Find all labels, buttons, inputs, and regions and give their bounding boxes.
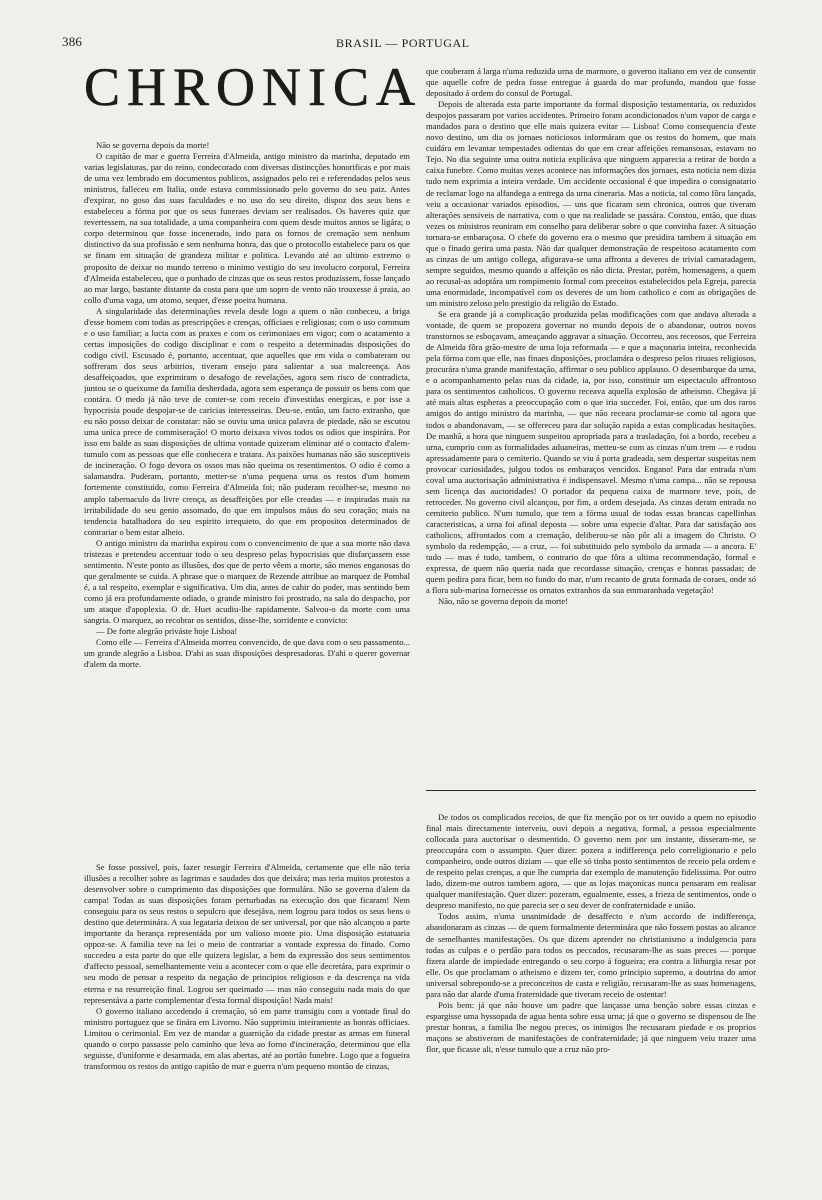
paragraph: O antigo ministro da marinha expirou com o convencimento de que a sua morte não dava tristezas e pretendeu accentuar todo o seu despreso pelas hypocrisias que disfarçassem esse sentimento. N'este ponto as illusões, dos que de perto vêem a morte, são menos enganosas do que geralmente se cuida. A phrase que o marquez de Rezende attribue ao marquez de Pombal é, a tal respeito, exemplar e significativa. Um dia, antes de cahir do poder, mas sentindo bem como já era profundamente odiado, o grande ministro foi prostrado, na sala do despacho, por um ataque d'apoplexia. O dr. Huet acudiu-lhe rapidamente. Salvou-o da morte com uma sangria. O marquez, ao recobrar os sentidos, disse-lhe, sorridente e convicto:: [84, 537, 410, 626]
paragraph: Depois de alterada esta parte importante da formal disposição testamentaria, os reduzidos despojos passaram por varios accidentes. Primeiro foram acondicionados n'um vapor de carga e mandados para o destino que elle mais quizera evitar — Lisboa! Como consequencia d'este novo destino, um dia os jornaes noticiosos informáram que os restos do homem, que mais cuidára em levantar tempestades odientas do que em crear affeições remansosas, estavam no Tejo. No dia seguinte uma outra noticia explicáva que ninguem apparecia a retirar de bordo a caixa funebre. Como muitas vezes acontece nas informações dos jornaes, esta noticia nem dizia tudo nem exprimia a inteira verdade. Um accidente occasional é que impedira o consignatario de reclamar logo na alfandega a entrega da urna cineraria. Mas a noticia, tal como fôra lançada, veiu a occasionar variados episodios, — uns que ficaram sem chronica, outros que tiveram alterações sensiveis de narrativa, com o que na realidade se passára. Constou, então, que duas vezes os ministros reuniram em conselho para deliberar sobre o que convinha fazer. A situação tornara-se embaraçosa. O chefe do governo era o mesmo que presidira tambem á situação em que o finado gerira uma pasta. Não dar qualquer demonstração de respeitoso acatamento com as cinzas de um antigo collega, afigurava-se uma affronta a deveres de trivial camaradagem, sempre seguidos, mesmo quando a affeição os não dicta. Prestar, porém, homenagens, a quem ao recusal-as adoptára um rompimento formal com preceitos estabelecidos pela Egreja, parecia uma enormidade, incompatível com os deveres de um bom catholico e com as obrigações de um ministro zeloso pelo prestigio da religião do Estado.: [426, 99, 756, 308]
column-right-top: [426, 66, 756, 776]
page-number: 386: [62, 34, 83, 49]
paragraph: Não se governa depois da morte!: [96, 140, 210, 150]
paragraph: Não, não se governa depois da morte!: [438, 596, 569, 607]
column-left-bottom: [84, 862, 410, 1188]
section-divider: [426, 790, 756, 791]
paragraph: Se fosse possivel, pois, fazer resurgir Ferreira d'Almeida, certamente que elle não teria illusões a recolher sobre as lagrimas e saudades dos que deixára; mas teria muitos protestos a desenvolver sobre o cumprimento das disposições que formulára. Não se governa d'alem da campa! Todas as suas disposições foram perturbadas na execução dos que ficaram! Nem conseguiu para os seus restos o sepulcro que desejáva, nem logrou para todos os seus bens o destino que determinára. A sua legataria deixou de ser universal, por que não alcançou a parte importante da herança representáda por um valioso monte pio. Uma disposição estatuaria oppoz-se. A familia teve na lei o meio de contrariar a vontade expressa do finado. Como succedeu a esta parte do que elle quizera legislar, a bem da expressão dos seus sentimentos d'affecto pessoal, semelhantemente veiu a acontecer com o que elle decretára, para exprimir o seu modo de pensar a respeito da negação de principios religiosos e da descrença na vida eterna e na resurreição final. Logrou ser queimado — mas não conseguiu nada mais do que representáva a parte complementar d'esta formal disposição! Nada mais!: [84, 862, 410, 1005]
paragraph: De todos os complicados receios, de que fiz menção por os ter ouvido a quem no episodio final mais directamente interveiu, ouvi depois a negativa, formal, a pessoa especialmente collocada para auctorisar o desmentido. O governo nem por um instante, disseram-me, se preoccupára com o assumpto. Quer dizer: pozera a indifferença pelo correligionario e pelo companheiro, onde outros diziam — que elle só tinha posto sentimentos de receio pela ordem e de respeito pelas crenças, a que lhe cumpria dar exemplo de manutenção fidelissima. Por outro lado, dizem-me outros tambem agora, — que as lojas maçonicas nunca pensaram em realisar qualquer manifestação. Quer dizer: pozeram, egualmente, esses, a frieza de sentimentos, onde o despreso manifesto, no que parecia ser o seu dever de confraternidade e união.: [426, 812, 756, 911]
paragraph: Todos assim, n'uma unanimidade de desaffecto e n'um accordo de indifferença, abandonaram as cinzas — de quem formalmente determinára que não fossem postas ao alcance de semelhantes manifestações. Os que dizem aprender no christianismo a indulgencia para todas as culpas e o perdão para todos os peccados, recusaram-lhe as suas preces — porque fizera alarde de impiedade entregando o seu corpo á fogueira; era contra a lithurgia resar por elle. Os que proclamam o atheismo e dizem ter, como principio supremo, a doutrina do amor universal sobrepondo-se a preconceitos de casta e religião, recusaram-lhe as suas homenagens, para não dar alarde d'uma fraternidade que tiveram receio de ostentar!: [426, 911, 756, 999]
column-left-top: [84, 140, 410, 808]
paragraph: — De forte alegrão priváste hoje Lisboa!: [96, 626, 238, 637]
paragraph: O capitão de mar e guerra Ferreira d'Almeida, antigo ministro da marinha, deputado em varias legislaturas, par do reino, condecorado com diversas distincções honorificas e por mais de uma vez lembrado em documentos publicos, assignados pelo rei e referendados pelos seus ministros, falleceu em Italia, onde estava commissionado pelo governo do seu paiz. Antes d'expirar, no goso das suas faculdades e no uso do seu direito, dispoz dos seus bens e estabeleceu a fórma por que os seus funeraes deviam ser realisados. Os haveres quiz que revertessem, na sua totalidade, a uma companheira com quem desde muitos annos se ligára; o corpo determinou que fosse incenerado, indo para os fornos de cremação sem nenhum distinctivo da sua profissão e sem nenhuma honra, das que o protocollo estabelece para os que se finam em situação de grandeza militar e politica. Levando até ao ultimo extremo o proposito de deixar no mundo terreno o minimo vestigio do seu involucro corporal, Ferreira d'Almeida estabeleceu, que o punhado de cinzas que os seus restos produzissem, fosse lançado ao mar largo, bastante distante da costa para que um sopro de vento não trouxesse á praia, ao collo d'uma vaga, um atomo, sequer, d'esse poeira humana.: [84, 151, 410, 305]
running-head: BRASIL — PORTUGAL: [336, 36, 470, 50]
paragraph: Pois bem: já que não houve um padre que lançasse uma benção sobre essas cinzas e espargisse uma hyssopada de agua benta sobre essa urna; já que o governo se dispensou de lhe prestar honras, a familia lhe negou preces, os inimigos lhe recusaram piedade e os proprios maçons se abstiveram de manifestações de confraternidade; já que ninguem veiu trazer uma flor, que ficasse ali, n'esse tumulo que a cruz não pro-: [426, 999, 756, 1054]
paragraph: O governo italiano accedendo á cremação, só em parte transigiu com a vontade final do ministro portuguez que se finára em Livorno. Não supprimiu inteiramente as honras officiaes. Limitou o cerimonial. Em vez de mandar a guarnição da cidade prestar as armas em funeral quando o corpo passasse pelo caminho que leva ao forno d'incineração, determinou que ella seguisse, d'uniforme e desarmada, em alas abertas, até ao portão funebre. Logo que a fogueira transformou os restos do antigo capitão de mar e guerra n'um pequeno montão de cinzas,: [84, 1005, 410, 1071]
paragraph: A singularidade das determinações revela desde logo a quem o não conheceu, a briga d'esse homem com todas as prescripções e crenças, officiaes e religiosas; com o uso commum e o uso familiar; a lucta com as praxes e com os cerimoniaes em vigor; com o acatamento a certas imposições do codigo disciplinar e com o respeito a determinadas disposições do codigo civil. Escusado é, portanto, accentuar, que aquelles que em vida o combateram ou soffreram dos seus arbitrios, tiveram ensejo para salientar a sua malcreença. Aos desaffeiçoados, que exprimiram o desafogo de revelações, agora sem risco de contradicta, juntou se o queixume da familia desherdada, agora sem esperança de possuir os bens com que contára. O medo já não teve de conter-se com receio d'investidas energicas, e por isse a hypocrisia poude despojar-se de caricias interesseiras. Deu-se, então, um facto extranho, que eu não posso deixar de constatar: não se ouviu uma unica palavra de piedade, não se escutou uma unica prece de commiseração! O morto deixava vivos todos os odios que inspirára. Por isso em balde as suas disposições de ultima vontade quizeram eliminar até o contacto d'alem-tumulo com as pessoas que elle conhecera e tratara. As paixões humanas não são susceptiveis de incineração. O fogo devora os ossos mas não queima os resentimentos. O odio é como a salamandra. Puderam, portanto, metter-se n'uma pequena urna os restos d'um homem fortemente constituido, como Ferreira d'Almeida foi; não puderam recolher-se, mesmo no amplo tabernaculo da livre crença, as desaffeições por elle creadas — e inspiradas mais na irritabilidade do seu genio assomado, do que em impulsos máus do seu coração; mais na tendencia batalhadora do seu espirito irrequieto, do que em propositos determinados de contrariar o bem estar alheio.: [84, 305, 410, 537]
chronica-title: CHRONICA: [84, 57, 423, 117]
paragraph: Como elle — Ferreira d'Almeida morreu convencido, de que dava com o seu passamento... um grande alegrão a Lisboa. D'ahi as suas disposições despresadoras. D'ahi o querer governar d'alem da morte.: [84, 637, 410, 670]
paragraph: Se era grande já a complicação produzida pelas modificações com que andava alterada a vontade, de quem se propozera governar no mundo depois de o abandonar, outros novos transtornos se esboçavam, ameaçando aggravar a situação. Occorreu, aos receosos, que Ferreira de Almeida fôra grão-mestre de uma loja reformada — e que a maçonaria inteira, reconhecida pela fórma com que elle, nas finaes disposições, proclamára o despreso pelos rituaes religiosos, procurára n'uma grande manifestação, affirmar o seu publico applauso. O desembarque da urna, e o acompanhamento pelas ruas da cidade, ia, por isso, constituir um espectaculo affrontoso para os sentimentos catholicos. O governo receava aquella explosão de atheismo. Chegáva já até mais altas espheras a preoccupação com o que iria succeder. Foi, então, que um dos raros amigos do antigo ministro da marinha, — que não receara proclamar-se como tal agora que todos o abandonavam, — se offereceu para dar solução rapida a estas complicadas hesitações. De manhã, a hora que ninguem suspeitou apropriada para a trasladação, foi a bordo, recebeu a urna, cumpriu com as formalidades aduaneiras, metteu-se com as cinzas n'um trem — e rodou apressadamente para o cemiterio. Quando se viu á porta gradeada, sem despertar suspeitas nem provocar curiosidades, julgou todos os embaraços vencidos. Engano! Para dar entrada n'um coval uma auctorisação administrativa é indispensavel. Mesmo n'uma campa... não se repousa sem licença das auctoridades! O portador da pequena caixa de marmore teve, pois, de retroceder. No governo civil alcançou, por fim, a ordem desejada. As cinzas deram entrada no cemiterio publico. N'um tumulo, que tem a fórma usual de todas essas brancas capellinhas caracteristicas, a urna foi afinal deposta — sobre uma especie d'altar. Para dar satisfação aos catholicos, affrontados com a cremação, deliberou-se não pôr ali a imagem do Christo. O symbolo da redempção, — a cruz, — foi substituido pelo symbolo da armada — a ancora. E' tudo — mas é tudo, tambem, o contrario do que fôra a ultima recommendação, formal e expressa, de quem não queria nada que recordasse situação, crenças e honras passadas; de quem pedira para ficar, bem no fundo do mar, n'um recanto de gruta formada de coraes, onde só a flora sub-marina fornecesse os ornatos extranhos da sua emmaranhada vegetação!: [426, 309, 756, 596]
column-right-bottom: [426, 812, 756, 1188]
paragraph: que couberam á larga n'uma reduzida urna de marmore, o governo italiano em vez de consentir que aquelle cofre de pedra fosse entregue á guarda do mar profundo, mandou que fosse depositado á ordem do consul de Portugal.: [426, 66, 756, 99]
